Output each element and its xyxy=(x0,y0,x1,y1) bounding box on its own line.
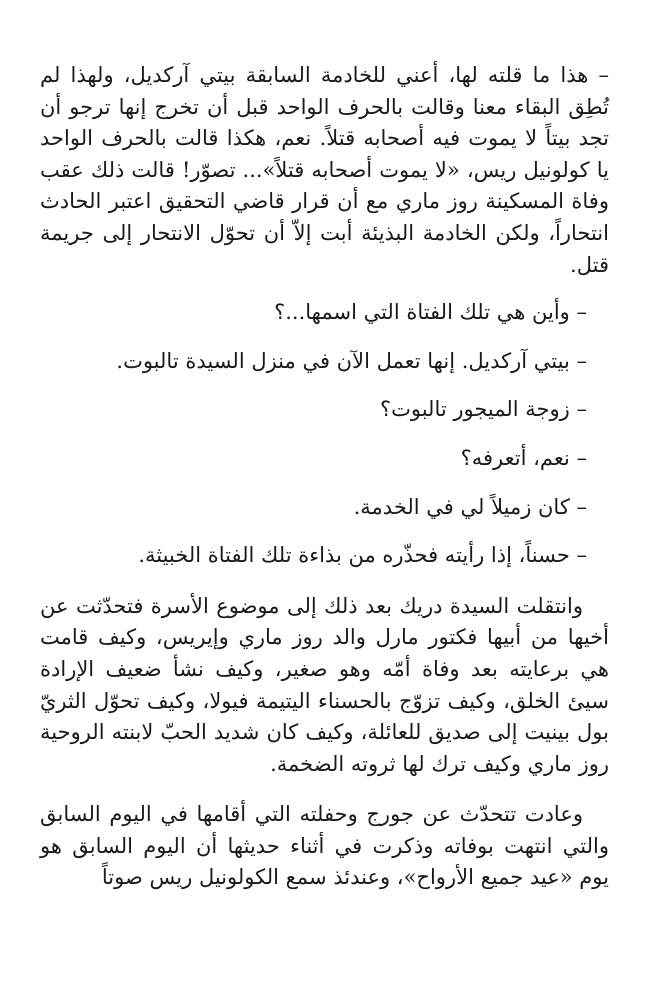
dialogue-line-major-wife: – زوجة الميجور تالبوت؟ xyxy=(379,397,587,422)
dialogue-line-where-is-girl: – وأين هي تلك الفتاة التي اسمها...؟ xyxy=(274,300,587,325)
paragraph-opening-dialogue: – هذا ما قلته لها، أعني للخادمة السابقة بيتي آركديل، ولهذا لم تُطِق البقاء معنا وقالت بالحرف الواحد قبل أن تخرج إنها ترجو أن تجد بيتاً لا يموت فيه أصحابه قتلاً. نعم، هكذا قالت بالحرف الواحد يا كولونيل ريس، «لا يموت أصحابه قتلاً»... تصوّر! قالت ذلك عقب وفاة المسكينة روز ماري مع أن قرار قاضي التحقيق اعتبر الحادث انتحاراً، ولكن الخادمة البذيئة أبت إلاّ أن تحوّل الانتحار إلى جريمة قتل. xyxy=(40,63,609,277)
book-page xyxy=(40,60,609,894)
dialogue-line-do-you-know-him: – نعم، أتعرفه؟ xyxy=(460,445,587,470)
dialogue-line-warn-him: – حسناً، إذا رأيته فحذّره من بذاءة تلك الفتاة الخبيثة. xyxy=(138,543,587,568)
dialogue-line-betty-arkdale: – بيتي آركديل. إنها تعمل الآن في منزل السيدة تالبوت. xyxy=(116,348,587,373)
paragraph-george-party: وعادت تتحدّث عن جورج وحفلته التي أقامها في اليوم السابق والتي انتهت بوفاته وذكرت في أثناء حديثها أن اليوم السابق هو يوم «عيد جميع الأرواح»، وعندئذ سمع الكولونيل ريس صوتاً xyxy=(40,802,609,890)
dialogue-line-colleague: – كان زميلاً لي في الخدمة. xyxy=(353,494,587,519)
paragraph-family-history: وانتقلت السيدة دريك بعد ذلك إلى موضوع الأسرة فتحدّثت عن أخيها من أبيها فكتور مارل والد روز ماري وإيريس، وكيف قامت هي برعايته بعد وفاة أمّه وهو صغير، وكيف نشأ ضعيف الإرادة سيئ الخلق، وكيف تزوّج بالحسناء اليتيمة فيولا، وكيف تحوّل الثريّ بول بينيت إلى صديق للعائلة، وكيف كان شديد الحبّ لابنته الروحية روز ماري وكيف ترك لها ثروته الضخمة. xyxy=(40,593,609,776)
